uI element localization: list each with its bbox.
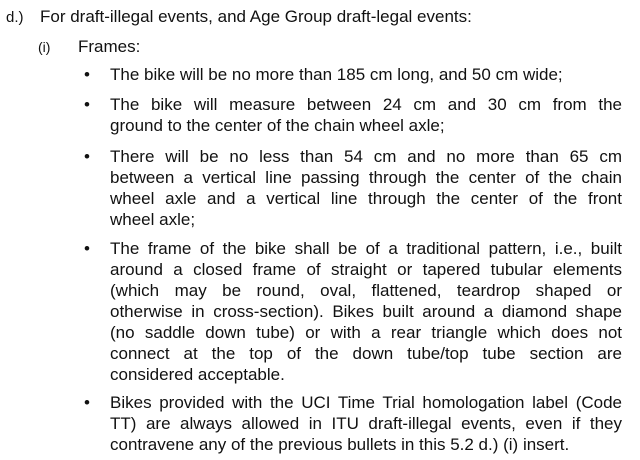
text-line: TT) are always allowed in ITU draft-illegal events, even if they xyxy=(110,414,622,433)
subsection-heading xyxy=(38,36,140,58)
text-line: wheel axle and a vertical line through the center of the front xyxy=(110,189,622,208)
text-line: connect at the top of the down tube/top tube section are xyxy=(110,344,622,363)
text-line: There will be no less than 54 cm and no more than 65 cm xyxy=(110,147,622,166)
bullet-icon: • xyxy=(84,147,90,166)
text-line: The frame of the bike shall be of a traditional pattern, i.e., built xyxy=(110,239,622,258)
text-line: between a vertical line passing through the center of the chain xyxy=(110,168,622,187)
text-line: ground to the center of the chain wheel axle; xyxy=(110,116,445,135)
text-line: otherwise in cross-section). Bikes built around a diamond shape xyxy=(110,302,622,321)
section-marker: d.) xyxy=(6,9,24,26)
bullet-text xyxy=(110,64,622,85)
text-line: wheel axle; xyxy=(110,210,196,229)
bullet-text xyxy=(110,94,622,136)
subsection-marker: (i) xyxy=(38,39,51,55)
subsection-title: Frames: xyxy=(78,37,141,56)
bullet-icon: • xyxy=(84,95,90,114)
section-title: For draft-illegal events, and Age Group draft-legal events: xyxy=(40,7,472,26)
section-heading xyxy=(6,6,472,29)
text-line: contravene any of the previous bullets in this 5.2 d.) (i) insert. xyxy=(110,435,570,454)
bullet-text xyxy=(110,392,622,455)
text-line: (no saddle down tube) or with a rear triangle which does not xyxy=(110,323,622,342)
bullet-text xyxy=(110,238,622,385)
bullet-icon: • xyxy=(84,239,90,258)
text-line: (which may be round, oval, flattened, teardrop shaped or xyxy=(110,281,622,300)
bullet-text xyxy=(110,146,622,230)
text-line: Bikes provided with the UCI Time Trial homologation label (Code xyxy=(110,393,622,412)
text-line: The bike will measure between 24 cm and 30 cm from the xyxy=(110,95,622,114)
text-line: The bike will be no more than 185 cm long, and 50 cm wide; xyxy=(110,65,563,84)
text-line: around a closed frame of straight or tapered tubular elements xyxy=(110,260,622,279)
bullet-icon: • xyxy=(84,65,90,84)
bullet-icon: • xyxy=(84,393,90,412)
text-line: considered acceptable. xyxy=(110,365,285,384)
